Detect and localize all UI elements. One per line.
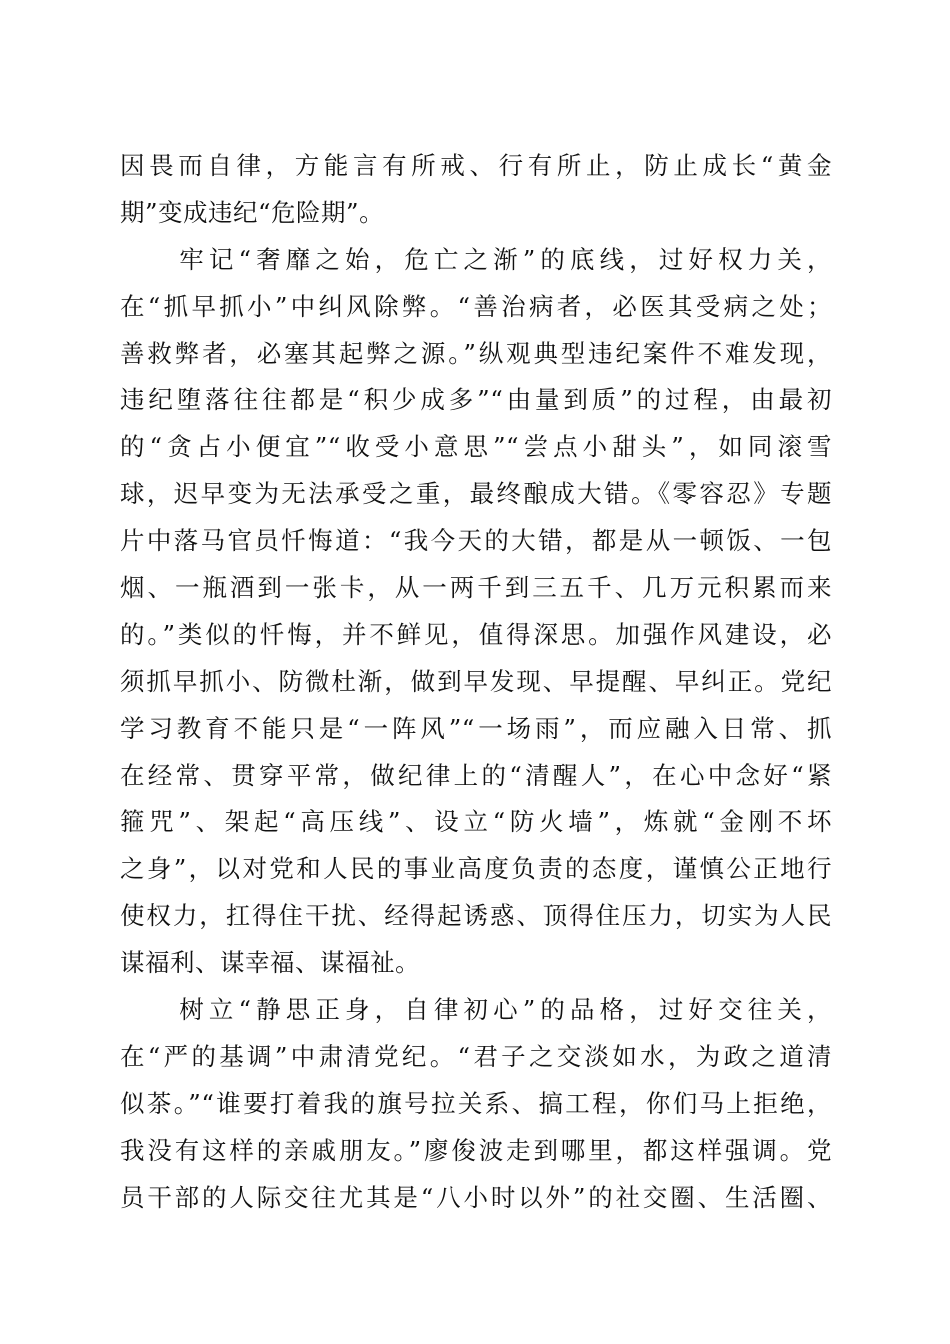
- text-line: 之身”，以对党和人民的事业高度负责的态度，谨慎公正地行: [120, 854, 832, 884]
- text-line: 期”变成违纪“危险期”。: [120, 197, 385, 227]
- text-line: 片中落马官员忏悔道：“我今天的大错，都是从一顿饭、一包: [120, 526, 832, 556]
- text-line: 的。”类似的忏悔，并不鲜见，值得深思。加强作风建设，必: [120, 619, 832, 649]
- text-line: 谋福利、谋幸福、谋福祉。: [120, 948, 420, 978]
- text-line: 违纪堕落往往都是“积少成多”“由量到质”的过程，由最初: [120, 385, 832, 415]
- text-line: 学习教育不能只是“一阵风”“一场雨”，而应融入日常、抓: [120, 713, 832, 743]
- text-line: 箍咒”、架起“高压线”、设立“防火墙”，炼就“金刚不坏: [120, 807, 832, 837]
- text-line: 的“贪占小便宜”“收受小意思”“尝点小甜头”，如同滚雪: [120, 432, 832, 462]
- body-text: [120, 143, 832, 1221]
- text-line: 因畏而自律，方能言有所戒、行有所止，防止成长“黄金: [120, 151, 832, 180]
- text-line: 似茶。”“谁要打着我的旗号拉关系、搞工程，你们马上拒绝，: [120, 1088, 832, 1118]
- paragraph-start-line: 树立“静思正身，自律初心”的品格，过好交往关，: [120, 995, 832, 1025]
- text-line: 在“抓早抓小”中纠风除弊。“善治病者，必医其受病之处；: [120, 291, 832, 321]
- text-line: 球，迟早变为无法承受之重，最终酿成大错。《零容忍》专题: [120, 479, 832, 509]
- text-line: 在经常、贯穿平常，做纪律上的“清醒人”，在心中念好“紧: [120, 760, 832, 790]
- text-line: 善救弊者，必塞其起弊之源。”纵观典型违纪案件不难发现，: [120, 338, 832, 368]
- text-line: 我没有这样的亲戚朋友。”廖俊波走到哪里，都这样强调。党: [120, 1135, 832, 1165]
- text-line: 使权力，扛得住干扰、经得起诱惑、顶得住压力，切实为人民: [120, 901, 832, 931]
- text-line: 须抓早抓小、防微杜渐，做到早发现、早提醒、早纠正。党纪: [120, 666, 832, 696]
- text-line: 员干部的人际交往尤其是“八小时以外”的社交圈、生活圈、: [120, 1182, 832, 1212]
- text-line: 在“严的基调”中肃清党纪。“君子之交淡如水，为政之道清: [120, 1041, 832, 1071]
- text-line: 烟、一瓶酒到一张卡，从一两千到三五千、几万元积累而来: [120, 573, 832, 603]
- paragraph-start-line: 牢记“奢靡之始，危亡之渐”的底线，过好权力关，: [120, 244, 832, 274]
